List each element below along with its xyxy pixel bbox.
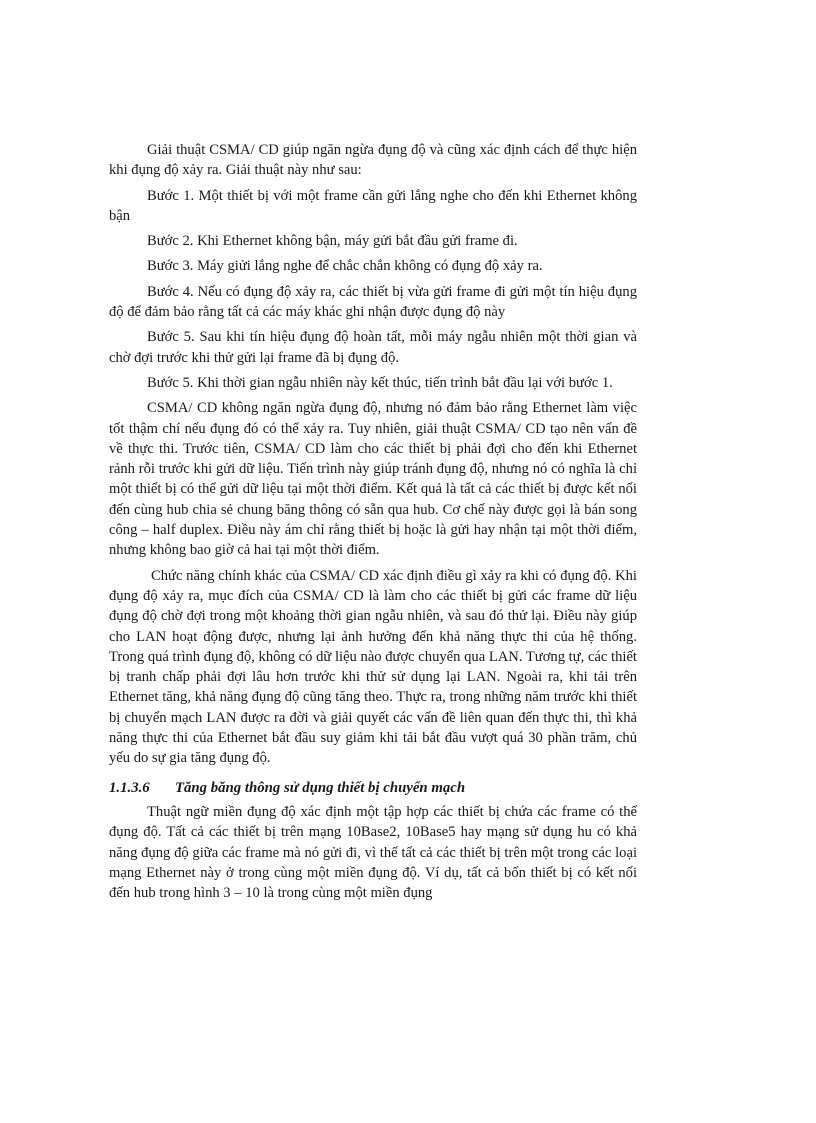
paragraph-step-5b: Bước 5. Khi thời gian ngẫu nhiên này kết thúc, tiến trình bắt đầu lại với bước 1. xyxy=(147,374,613,391)
paragraph-step-3: Bước 3. Máy giửi lắng nghe để chắc chắn không có đụng độ xảy ra. xyxy=(147,258,543,275)
paragraph-step-4: Bước 4. Nếu có đụng độ xảy ra, các thiết bị vừa gửi frame đi gửi một tín hiệu đụng độ để đảm bảo rằng tất cả các máy khác ghi nhận được đụng độ này xyxy=(109,283,637,321)
section-number: 1.1.3.6 xyxy=(109,779,150,796)
paragraph-csma-collision: Chức năng chính khác của CSMA/ CD xác định điều gì xảy ra khi có đụng độ. Khi đụng độ xảy ra, mục đích của CSMA/ CD là làm cho các thiết bị gửi các frame dữ liệu đụng độ chờ đợi trong một khoảng thời gian ngẫu nhiên, và sau đó thử lại. Điều này giúp cho LAN hoạt động được, nhưng lại ảnh hưởng đến khả năng thực thi của hệ thống. Trong quá trình đụng độ, không có dữ liệu nào được chuyển qua LAN. Tương tự, các thiết bị tranh chấp phải đợi lâu hơn trước khi thử sử dụng lại LAN. Ngoài ra, khi tải trên Ethernet tăng, khả năng đụng độ cũng tăng theo. Thực ra, trong những năm trước khi thiết bị chuyển mạch LAN được ra đời và giải quyết các vấn đề liên quan đến thực thi, thì khả năng thực thi của Ethernet bắt đầu suy giảm khi tải bắt đầu vượt quá 30 phần trăm, chủ yếu do sự gia tăng đụng độ. xyxy=(109,567,637,767)
paragraph-intro: Giải thuật CSMA/ CD giúp ngăn ngừa đụng độ và cũng xác định cách để thực hiện khi đụng độ xảy ra. Giải thuật này như sau: xyxy=(109,142,637,179)
paragraph-collision-domain: Thuật ngữ miền đụng độ xác định một tập hợp các thiết bị chứa các frame có thể đụng độ. Tất cả các thiết bị trên mạng 10Base2, 10Base5 hay mạng sử dụng hu có khả năng đụng độ giữa các frame mà nó gửi đi, vì thế tất cả các thiết bị trên một trong các loại mạng Ethernet này ở trong cùng một miền đụng độ. Ví dụ, tất cả bốn thiết bị có kết nối đến hub trong hình 3 – 10 là trong cùng một miền đụng xyxy=(109,803,637,902)
section-title: Tăng băng thông sử dụng thiết bị chuyển mạch xyxy=(175,779,466,796)
paragraph-step-2: Bước 2. Khi Ethernet không bận, máy gửi bắt đầu gửi frame đi. xyxy=(147,233,518,250)
document-page xyxy=(109,140,637,908)
section-heading xyxy=(109,778,637,798)
paragraph-step-1: Bước 1. Một thiết bị với một frame cần gửi lắng nghe cho đến khi Ethernet không bận xyxy=(109,187,637,224)
paragraph-csma-performance: CSMA/ CD không ngăn ngừa đụng độ, nhưng nó đảm bảo rằng Ethernet làm việc tốt thậm chí nếu đụng đó có thể xảy ra. Tuy nhiên, giải thuật CSMA/ CD tạo nên vấn đề về thực thi. Trước tiên, CSMA/ CD làm cho các thiết bị phải đợi cho đến khi Ethernet rảnh rỗi trước khi gửi dữ liệu. Tiến trình này giúp tránh đụng độ, nhưng nó có nghĩa là chỉ một thiết bị có thể gửi dữ liệu tại một thời điểm. Kết quả là tất cả các thiết bị được kết nối đến cùng hub chia sẻ chung băng thông có sẵn qua hub. Cơ chế này được gọi là bán song công – half duplex. Điều này ám chỉ rằng thiết bị hoặc là gửi hay nhận tại một thời điểm, nhưng không bao giờ cả hai tại một thời điểm. xyxy=(109,400,637,559)
paragraph-step-5: Bước 5. Sau khi tín hiệu đụng độ hoàn tất, mỗi máy ngẫu nhiên một thời gian và chờ đợi trước khi thử gửi lại frame đã bị đụng độ. xyxy=(109,329,637,366)
